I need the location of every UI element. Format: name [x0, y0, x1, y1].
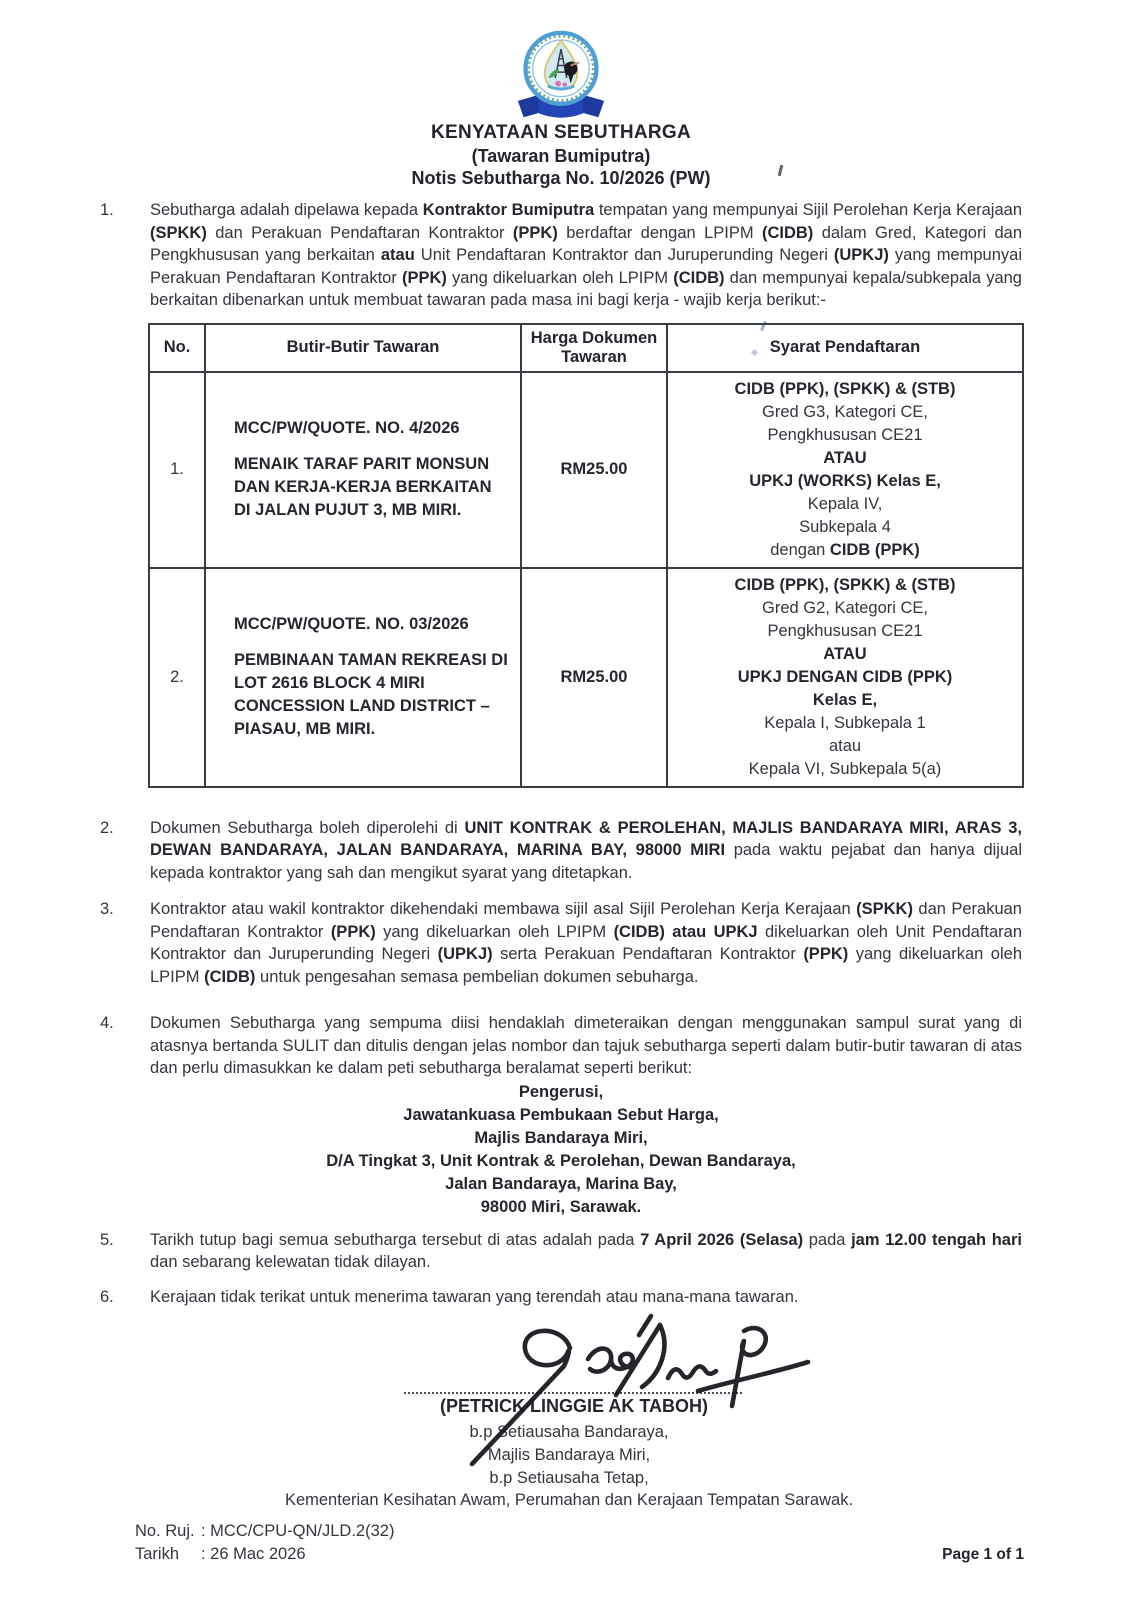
paragraph-text: Dokumen Sebutharga boleh diperolehi di UNIT KONTRAK & PEROLEHAN, MAJLIS BANDARAYA MIRI, ARAS 3, DEWAN BANDARAYA, JALAN BANDARAYA, MARINA BAY, 98000 MIRI pada waktu pejabat dan hanya dijual kepada kontraktor yang sah dan mengikut syarat yang ditetapkan.	[150, 818, 1022, 882]
paragraph-4	[100, 1012, 1022, 1080]
page-number: Page 1 of 1	[942, 1546, 1024, 1563]
paragraph-number: 4.	[100, 1014, 114, 1032]
signatory-name: (PETRICK LINGGIE AK TABOH)	[440, 1396, 708, 1416]
paragraph-number: 5.	[100, 1230, 114, 1249]
paragraph-text: Dokumen Sebutharga yang sempuma diisi hendaklah dimeteraikan dengan menggunakan sampul surat yang di atasnya bertanda SULIT dan ditulis dengan jelas nombor dan tajuk sebutharga seperti dalam butir-butir tawaran di atas dan perlu dimasukkan ke dalam peti sebutharga beralamat seperti berikut:	[150, 1014, 1022, 1077]
paragraph-number: 6.	[100, 1287, 114, 1306]
header-no: No.	[149, 324, 205, 372]
document-price: RM25.00	[521, 372, 667, 568]
paragraph-text: Tarikh tutup bagi semua sebutharga tersebut di atas adalah pada 7 April 2026 (Selasa) pada jam 12.00 tengah hari dan sebarang kelewatan tidak dilayan.	[150, 1230, 1022, 1271]
document-title: KENYATAAN SEBUTHARGA	[430, 122, 692, 143]
paragraph-1	[100, 199, 1022, 312]
paragraph-text: Sebutharga adalah dipelawa kepada Kontraktor Bumiputra tempatan yang mempunyai Sijil Perolehan Kerja Kerajaan (SPKK) dan Perakuan Pendaftaran Kontraktor (PPK) berdaftar dengan LPIPM (CIDB) dalam Gred, Kategori dan Pengkhususan yang berkaitan atau Unit Pendaftaran Kontraktor dan Juruperunding Negeri (UPKJ) yang mempunyai Perakuan Pendaftaran Kontraktor (PPK) yang dikeluarkan oleh LPIPM (CIDB) dan mempunyai kepala/subkepala yang berkaitan dibenarkan untuk membuat tawaran pada masa ini bagi kerja - wajib kerja berikut:-	[150, 201, 1023, 309]
signatory-titles: b.p Setiausaha Bandaraya, Majlis Bandaraya Miri, b.p Setiausaha Tetap, Kementerian Kesihatan Awam, Perumahan dan Kerajaan Tempatan Sarawak.	[284, 1423, 854, 1510]
tender-table	[148, 323, 1024, 788]
paragraph-number: 2.	[100, 818, 114, 837]
paragraph-text: Kontraktor atau wakil kontraktor dikehendaki membawa sijil asal Sijil Perolehan Kerja Kerajaan (SPKK) dan Perakuan Pendaftaran Kontraktor (PPK) yang dikeluarkan oleh LPIPM (CIDB) atau UPKJ dikeluarkan oleh Unit Pendaftaran Kontraktor dan Juruperunding Negeri (UPKJ) serta Perakuan Pendaftaran Kontraktor (PPK) yang dikeluarkan oleh LPIPM (CIDB) untuk pengesahan semasa pembelian dokumen sebuharga.	[150, 900, 1022, 986]
signature-scribble-icon	[392, 1298, 822, 1468]
reference-number	[135, 1520, 394, 1543]
date-value: : 26 Mac 2026	[201, 1545, 306, 1563]
tender-details: MCC/PW/QUOTE. NO. 4/2026 MENAIK TARAF PARIT MONSUN DAN KERJA-KERJA BERKAITAN DI JALAN PUJUT 3, MB MIRI.	[205, 372, 521, 568]
document-header	[100, 0, 1022, 118]
paragraph-3	[100, 898, 1022, 988]
document-price: RM25.00	[521, 568, 667, 787]
city-crest-icon	[500, 30, 622, 122]
table-header-row	[149, 324, 1023, 372]
document-footer	[135, 1520, 394, 1566]
row-number: 2.	[149, 568, 205, 787]
document-date	[135, 1543, 394, 1566]
registration-requirements: CIDB (PPK), (SPKK) & (STB) Gred G2, Kategori CE, Pengkhususan CE21 ATAU UPKJ DENGAN CIDB (PPK) Kelas E, Kepala I, Subkepala 1 atau Kepala VI, Subkepala 5(a)	[667, 568, 1023, 787]
paragraph-number: 1.	[100, 201, 114, 219]
reference-value: : MCC/CPU-QN/JLD.2(32)	[201, 1522, 395, 1540]
header-syarat: Syarat Pendaftaran	[667, 324, 1023, 372]
date-label: Tarikh	[135, 1545, 180, 1563]
row-number: 1.	[149, 372, 205, 568]
paragraph-5	[100, 1229, 1022, 1274]
notice-number: Notis Sebutharga No. 10/2026 (PW)	[411, 168, 711, 188]
header-butir: Butir-Butir Tawaran	[205, 324, 521, 372]
tender-details: MCC/PW/QUOTE. NO. 03/2026 PEMBINAAN TAMAN REKREASI DI LOT 2616 BLOCK 4 MIRI CONCESSION LAND DISTRICT – PIASAU, MB MIRI.	[205, 568, 521, 787]
paragraph-text: Kerajaan tidak terikat untuk menerima tawaran yang terendah atau mana-mana tawaran.	[150, 1287, 799, 1306]
table-row	[149, 372, 1023, 568]
submission-address: Pengerusi, Jawatankuasa Pembukaan Sebut Harga, Majlis Bandaraya Miri, D/A Tingkat 3, Unit Kontrak & Perolehan, Dewan Bandaraya, Jalan Bandaraya, Marina Bay, 98000 Miri, Sarawak.	[326, 1082, 796, 1216]
table-row	[149, 568, 1023, 787]
document-subtitle: (Tawaran Bumiputra)	[471, 146, 651, 166]
paragraph-2	[100, 817, 1022, 885]
header-harga: Harga Dokumen Tawaran	[521, 324, 667, 372]
reference-label: No. Ruj.	[135, 1522, 195, 1540]
document-body	[100, 0, 1022, 1308]
signature-block	[0, 1290, 1138, 1520]
paragraph-number: 3.	[100, 900, 114, 918]
registration-requirements: CIDB (PPK), (SPKK) & (STB) Gred G3, Kategori CE, Pengkhususan CE21 ATAU UPKJ (WORKS) Kelas E, Kepala IV, Subkepala 4 dengan CIDB (PPK)	[667, 372, 1023, 568]
